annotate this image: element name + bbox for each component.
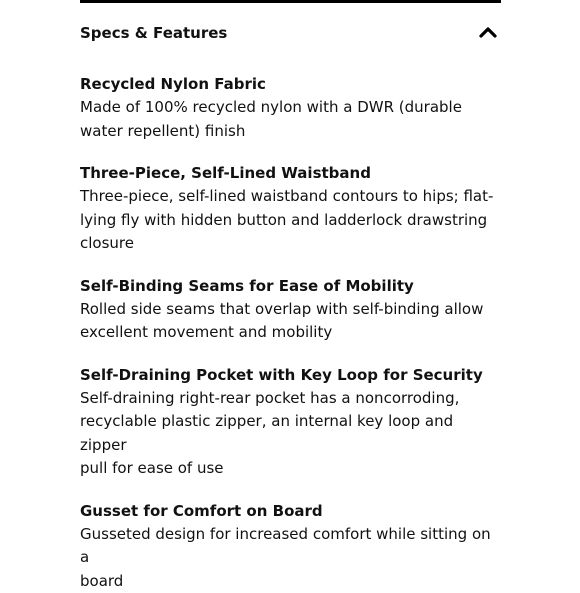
description-line: water repellent) finish [80,120,501,144]
feature-self-binding-seams [80,275,501,345]
feature-description [80,96,501,143]
specs-features-toggle[interactable] [80,3,501,63]
description-line: Self-draining right-rear pocket has a noncorroding, [80,387,501,411]
description-line: closure [80,232,501,256]
description-line: excellent movement and mobility [80,321,501,345]
description-line: pull for ease of use [80,457,501,481]
feature-gusset-comfort [80,500,501,593]
description-line: recyclable plastic zipper, an internal key loop and zipper [80,410,501,457]
section-title: Specs & Features [80,24,227,42]
feature-title: Self-Draining Pocket with Key Loop for Security [80,364,501,386]
feature-description [80,185,501,256]
feature-description [80,523,501,593]
feature-title: Recycled Nylon Fabric [80,73,501,95]
feature-title: Self-Binding Seams for Ease of Mobility [80,275,501,297]
chevron-up-icon[interactable] [479,25,497,39]
specs-features-panel [80,0,501,593]
feature-title: Gusset for Comfort on Board [80,500,501,522]
description-line: Made of 100% recycled nylon with a DWR (durable [80,96,501,120]
feature-self-draining-pocket [80,364,501,481]
feature-title: Three-Piece, Self-Lined Waistband [80,162,501,184]
feature-description [80,387,501,481]
description-line: Three-piece, self-lined waistband contours to hips; flat- [80,185,501,209]
description-line: board [80,570,501,593]
description-line: Gusseted design for increased comfort while sitting on a [80,523,501,570]
feature-three-piece-waistband [80,162,501,256]
feature-description [80,298,501,345]
description-line: lying fly with hidden button and ladderlock drawstring [80,209,501,233]
feature-recycled-nylon-fabric [80,73,501,143]
description-line: Rolled side seams that overlap with self-binding allow [80,298,501,322]
